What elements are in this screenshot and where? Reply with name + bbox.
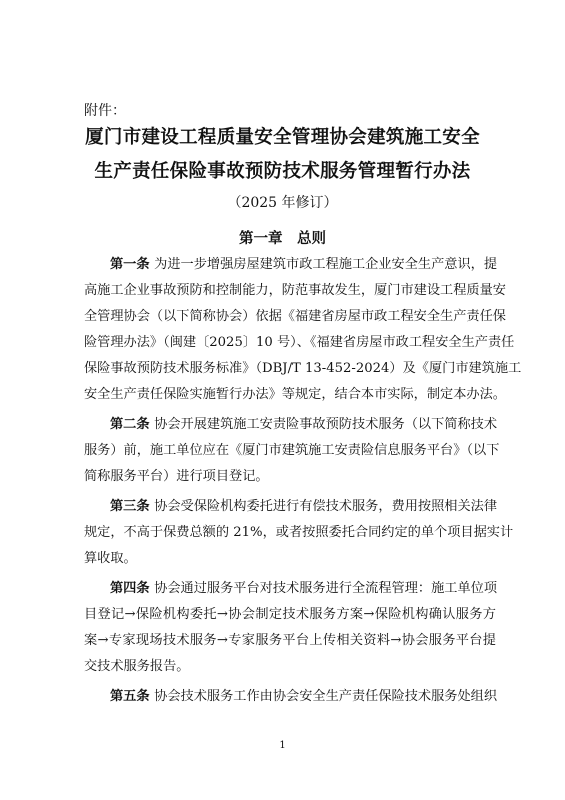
paragraph-line — [84, 412, 496, 438]
article-text: 协会通过服务平台对技术服务进行全流程管理：施工单位项 — [154, 581, 498, 596]
title-line-1: 厦门市建设工程质量安全管理协会建筑施工安全 — [85, 127, 480, 148]
paragraph-line: 险管理办法》（闽建〔2025〕10 号）、《福建省房屋市政工程安全生产责任 — [84, 335, 515, 350]
article-paragraph — [84, 494, 514, 572]
attachment-label: 附件： — [84, 103, 126, 119]
paragraph-line: 保险事故预防技术服务标准》（DBJ/T 13-452-2024）及《厦门市建筑施工 — [84, 361, 522, 376]
paragraph-line: 简称服务平台）进行项目登记。 — [84, 469, 269, 484]
article-text: 协会开展建筑施工安责险事故预防技术服务（以下简称技术 — [154, 417, 498, 432]
article-number: 第四条 — [110, 581, 155, 596]
paragraph-line — [84, 684, 496, 710]
chapter-heading: 第一章 总则 — [239, 231, 326, 247]
document-body — [84, 252, 522, 714]
article-paragraph — [84, 684, 496, 710]
article-number: 第三条 — [110, 499, 155, 514]
edition-note: （2025 年修订） — [227, 195, 338, 211]
paragraph-line: 案→专家现场技术服务→专家服务平台上传相关资料→协会服务平台提 — [84, 633, 496, 648]
paragraph-line: 安全生产责任保险实施暂行办法》等规定，结合本市实际，制定本办法。 — [84, 387, 506, 402]
paragraph-line: 服务）前，施工单位应在《厦门市建筑施工安责险信息服务平台》（以下 — [84, 443, 500, 458]
paragraph-line — [84, 576, 496, 602]
title-line-2: 生产责任保险事故预防技术服务管理暂行办法 — [94, 161, 471, 182]
article-paragraph — [84, 576, 496, 680]
paragraph-line: 交技术服务报告。 — [84, 659, 190, 674]
article-text: 为进一步增强房屋建筑市政工程施工企业安全生产意识，提 — [154, 257, 498, 272]
article-text: 协会技术服务工作由协会安全生产责任保险技术服务处组织 — [154, 689, 498, 704]
paragraph-line: 算收取。 — [84, 551, 137, 566]
article-number: 第一条 — [110, 257, 155, 272]
paragraph-line: 全管理协会（以下简称协会）依据《福建省房屋市政工程安全生产责任保 — [84, 309, 506, 324]
paragraph-line: 规定，不高于保费总额的 21%，或者按照委托合同约定的单个项目据实计 — [84, 525, 514, 540]
paragraph-line: 目登记→保险机构委托→协会制定技术服务方案→保险机构确认服务方 — [84, 607, 496, 622]
paragraph-line: 高施工企业事故预防和控制能力，防范事故发生，厦门市建设工程质量安 — [84, 283, 506, 298]
paragraph-line — [84, 252, 496, 278]
article-number: 第二条 — [110, 417, 155, 432]
article-paragraph — [84, 252, 522, 408]
article-number: 第五条 — [110, 689, 155, 704]
page-number: 1 — [279, 740, 286, 751]
article-paragraph — [84, 412, 500, 490]
paragraph-line — [84, 494, 496, 520]
article-text: 协会受保险机构委托进行有偿技术服务，费用按照相关法律 — [154, 499, 498, 514]
